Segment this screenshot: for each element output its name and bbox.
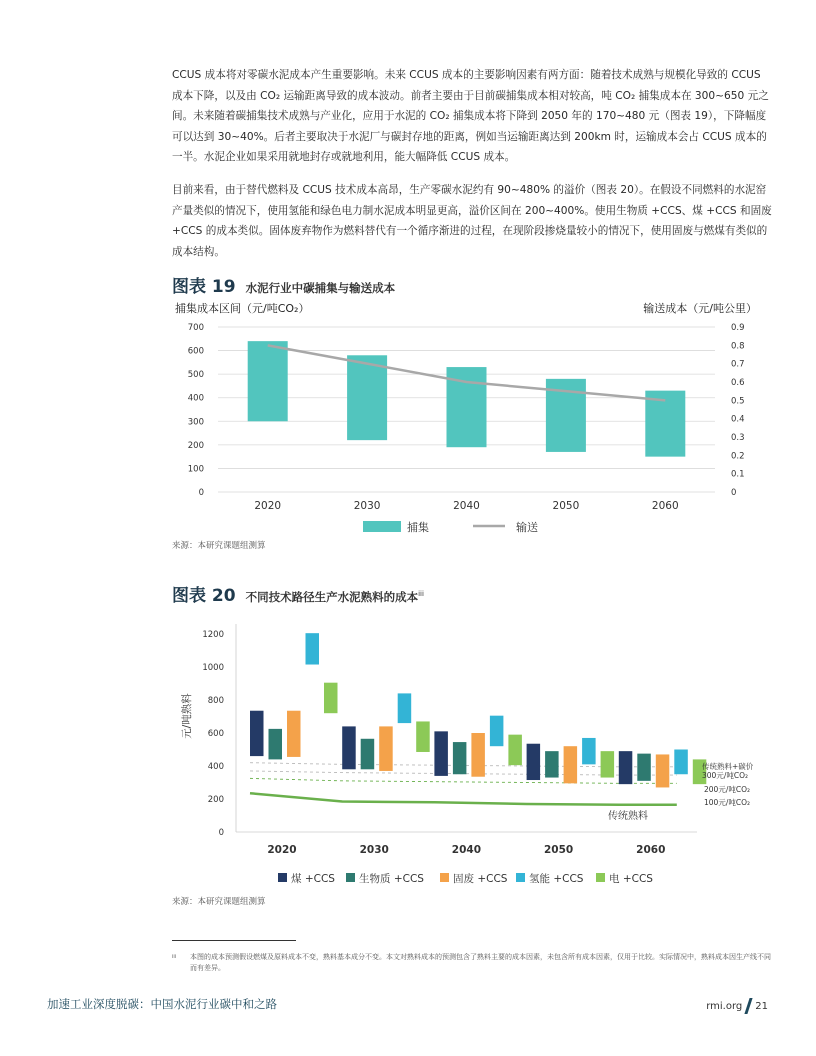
chart20-x-tick-label: 2040 — [451, 844, 482, 856]
chart20-y-tick-label: 200 — [207, 795, 224, 805]
chart19-right-tick-label: 0.4 — [731, 414, 745, 425]
figure20-name-text: 不同技术路径生产水泥熟料的成本 — [245, 590, 419, 604]
chart19-capture-bar — [645, 391, 685, 457]
chart20-ref-label-carbon-200: 200元/吨CO₂ — [704, 785, 750, 794]
chart20-bar — [453, 742, 467, 774]
chart20-y-tick-label: 400 — [207, 762, 224, 772]
chart20-bar — [527, 744, 541, 780]
chart20-legend-label: 煤 +CCS — [291, 873, 335, 885]
chart19-capture-bar — [347, 355, 387, 440]
chart20-bar — [545, 751, 559, 777]
chart19-capture-bar — [248, 341, 288, 421]
footnote-mark: iii — [172, 954, 177, 960]
chart19-left-tick-label: 200 — [187, 440, 204, 451]
chart20-legend-swatch — [596, 873, 605, 882]
chart20-bar — [379, 726, 393, 771]
chart20-legend-label: 氢能 +CCS — [529, 873, 584, 885]
figure20-number: 图表 20 — [172, 586, 236, 606]
chart20-y-tick-label: 1000 — [202, 663, 224, 673]
chart20-bar — [287, 711, 301, 757]
chart20-x-tick-label: 2030 — [359, 844, 389, 856]
footnote-divider — [172, 940, 296, 941]
chart19-right-tick-label: 0.7 — [731, 359, 745, 370]
chart20-y-tick-label: 1200 — [202, 630, 224, 640]
chart20-bar — [582, 738, 596, 764]
chart19-left-tick-label: 600 — [187, 346, 204, 357]
footer-page-info — [706, 998, 768, 1014]
footer-page-number: 21 — [755, 1000, 768, 1012]
footnote — [172, 952, 772, 974]
chart19-left-tick-label: 700 — [187, 323, 204, 333]
chart20-bar — [619, 751, 633, 784]
chart20-legend-label: 固废 +CCS — [453, 873, 508, 885]
chart20-ref-label-carbon-100: 100元/吨CO₂ — [704, 798, 750, 807]
chart20-y-axis-label: 元/吨熟料 — [181, 693, 193, 739]
figure19-name: 水泥行业中碳捕集与输送成本 — [245, 281, 396, 295]
chart19-right-tick-label: 0.8 — [731, 341, 745, 352]
chart20-ref-label-carbon-300-a: 传统熟料+碳价 — [702, 762, 754, 771]
chart20-bar — [269, 729, 283, 760]
chart19-right-axis-label: 输送成本（元/吨公里） — [643, 302, 757, 315]
paragraph-1: CCUS 成本将对零碳水泥成本产生重要影响。未来 CCUS 成本的主要影响因素有两方面：随着技术成熟与规模化导致的 CCUS 成本下降，以及由 CO₂ 运输距离导致的成本波动。前者主要由于目前碳捕集成本相对较高，吨 CO₂ 捕集成本在 300~650 元之间。未来随着碳捕集技术成熟与产业化，应用于水泥的 CO₂ 捕集成本将下降到 2050 年的 170~480 元（图表 19），下降幅度可以达到 30~40%。后者主要取决于水泥厂与碳封存地的距离，例如当运输距离达到 200km 时，运输成本会占 CCUS 成本的一半。水泥企业如果采用就地封存或就地利用，能大幅降低 CCUS 成本。 — [172, 69, 769, 163]
chart19-right-tick-label: 0.5 — [731, 396, 745, 407]
chart20-bar — [601, 751, 615, 777]
chart20-y-tick-label: 600 — [207, 729, 224, 739]
chart19-legend-transport-label: 输送 — [516, 521, 538, 534]
chart19-legend-capture-swatch — [363, 521, 401, 532]
chart20-bar — [564, 746, 578, 783]
chart20-ref-label-carbon-300-b: 300元/吨CO₂ — [702, 771, 748, 780]
chart20-legend-swatch — [278, 873, 287, 882]
chart20-baseline-line — [250, 793, 677, 805]
chart20-ref-label-traditional: 传统熟料 — [608, 811, 648, 822]
chart19-left-tick-label: 400 — [187, 393, 204, 404]
figure20-source: 来源：本研究课题组测算 — [172, 897, 266, 907]
chart20-bar — [637, 754, 651, 781]
chart20-bar — [434, 731, 448, 776]
footnote-text: 本图的成本预测假设燃煤及原料成本不变，熟料基本成分不变。本文对熟料成本的预测包含了熟料主要的成本因素，未包含所有成本因素，仅用于比较。实际情况中，熟料成本因生产线不同而有差异。 — [190, 953, 771, 972]
chart20-bar — [250, 711, 264, 756]
chart20-x-tick-label: 2020 — [267, 844, 297, 856]
footer-title: 加速工业深度脱碳：中国水泥行业碳中和之路 — [47, 997, 277, 1011]
chart19-left-axis-label: 捕集成本区间（元/吨CO₂） — [175, 302, 310, 315]
chart19-left-tick-label: 500 — [187, 370, 204, 381]
chart20-bar — [361, 739, 375, 770]
chart20-legend-swatch — [440, 873, 449, 882]
chart19-left-tick-label: 0 — [198, 488, 204, 498]
chart20-x-tick-label: 2060 — [636, 844, 666, 856]
figure19-number: 图表 19 — [172, 277, 236, 297]
chart19-right-tick-label: 0.2 — [731, 451, 745, 462]
chart19-right-tick-label: 0.6 — [731, 378, 745, 388]
chart19-right-tick-label: 0.1 — [731, 469, 745, 480]
chart20-y-tick-label: 0 — [218, 828, 224, 838]
chart19-right-tick-label: 0 — [731, 488, 737, 498]
chart20-x-tick-label: 2050 — [543, 844, 574, 856]
chart20-bar — [306, 633, 320, 664]
chart20-y-tick-label: 800 — [207, 696, 224, 706]
chart19-legend-capture-label: 捕集 — [407, 521, 429, 534]
chart19-x-tick-label: 2050 — [552, 500, 580, 512]
chart19-left-tick-label: 100 — [187, 464, 204, 475]
footer-slash-icon — [745, 998, 753, 1014]
chart20-bar — [342, 726, 356, 769]
footer-site: rmi.org — [706, 1000, 743, 1012]
chart20-bar — [490, 716, 504, 747]
chart19-left-tick-label: 300 — [187, 417, 204, 428]
figure20-title — [172, 581, 424, 606]
chart20-legend-swatch — [346, 873, 355, 882]
chart19-right-tick-label: 0.3 — [731, 433, 745, 443]
figure20-footnote-ref: iii — [418, 590, 424, 599]
chart19-right-tick-label: 0.9 — [731, 323, 745, 333]
paragraph-2: 目前来看，由于替代燃料及 CCUS 技术成本高昂，生产零碳水泥约有 90~480% 的溢价（图表 20）。在假设不同燃料的水泥窑产量类似的情况下，使用氢能和绿色电力制水泥成本明显更高，溢价区间在 200~400%。使用生物质 +CCS、煤 +CCS 和固废 +CCS 的成本类似。固体废弃物作为燃料替代有一个循序渐进的过程，在现阶段掺烧量较小的情况下，使用固废与燃煤有类似的成本结构。 — [172, 184, 772, 258]
chart20-bar — [398, 693, 412, 723]
figure19-source: 来源：本研究课题组测算 — [172, 541, 266, 551]
chart20-bar — [674, 750, 688, 775]
chart20-legend-swatch — [516, 873, 525, 882]
chart20-bar — [508, 735, 522, 766]
chart20-bar — [324, 683, 338, 714]
chart20-bar — [471, 733, 485, 777]
chart20-bar — [416, 721, 430, 752]
chart20-bar — [656, 754, 670, 787]
figure20-name — [246, 589, 424, 605]
chart19-x-tick-label: 2060 — [651, 500, 679, 512]
chart19-x-tick-label: 2030 — [353, 500, 381, 512]
chart20-carbon-price-line — [250, 778, 677, 783]
chart19-x-tick-label: 2020 — [254, 500, 282, 512]
chart20-legend-label: 电 +CCS — [609, 873, 653, 885]
chart20-legend-label: 生物质 +CCS — [359, 873, 424, 885]
chart19-x-tick-label: 2040 — [453, 500, 480, 512]
